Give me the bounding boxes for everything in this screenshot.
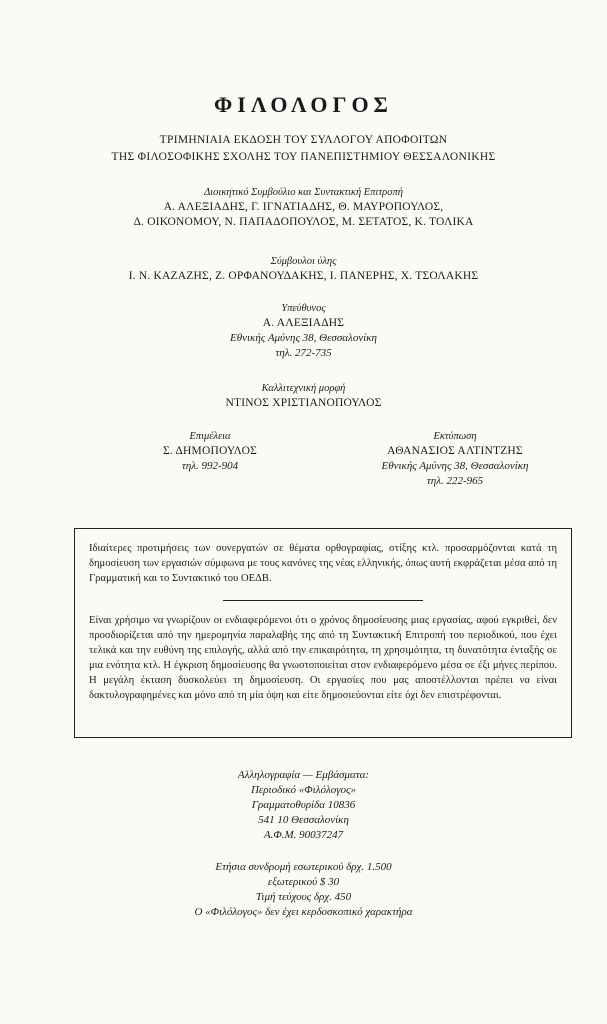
responsible-phone: τηλ. 272-735 [275,347,332,359]
journal-subtitle [0,132,607,166]
correspondence-line-4: Α.Φ.Μ. 90037247 [263,829,344,841]
nonprofit-note: Ο «Φιλόλογος» δεν έχει κερδοσκοπικό χαρακτήρα [194,906,413,918]
subtitle-line-1: ΤΡΙΜΗΝΙΑΙΑ ΕΚΔΟΣΗ ΤΟΥ ΣΥΛΛΟΓΟΥ ΑΠΟΦΟΙΤΩΝ [159,134,448,146]
subscription-domestic: Ετήσια συνδρομή εσωτερικού δρχ. 1.500 [215,861,392,873]
issue-price: Τιμή τεύχους δρχ. 450 [255,891,352,903]
correspondence-section [0,768,607,843]
responsible-section [0,302,607,361]
editing-name: Σ. ΔΗΜΟΠΟΥΛΟΣ [163,445,257,457]
printing-address: Εθνικής Αμύνης 38, Θεσσαλονίκη [381,460,529,472]
printing-section [340,430,570,489]
responsible-label: Υπεύθυνος [281,303,326,314]
subscription-abroad: εξωτερικού $ 30 [267,876,340,888]
board-names-line-2: Δ. ΟΙΚΟΝΟΜΟΥ, Ν. ΠΑΠΑΔΟΠΟΥΛΟΣ, Μ. ΣΕΤΑΤΟΣ, Κ. ΤΟΛΙΚΑ [133,216,474,228]
correspondence-line-2: Γραμματοθυρίδα 10836 [251,799,356,811]
notice-divider [223,600,423,601]
advisors-label: Σύμβουλοι ύλης [270,256,337,267]
responsible-name: Α. ΑΛΕΞΙΑΔΗΣ [262,317,345,329]
art-section [0,382,607,411]
journal-title: ΦΙΛΟΛΟΓΟΣ [214,92,393,117]
editing-phone: τηλ. 992-904 [181,460,239,472]
board-section [0,186,607,230]
board-names-line-1: Α. ΑΛΕΞΙΑΔΗΣ, Γ. ΙΓΝΑΤΙΑΔΗΣ, Θ. ΜΑΥΡΟΠΟΥΛΟΣ, [163,201,444,213]
art-name: ΝΤΙΝΟΣ ΧΡΙΣΤΙΑΝΟΠΟΥΛΟΣ [225,397,382,409]
correspondence-label: Αλληλογραφία — Εμβάσματα: [237,769,370,781]
printing-label: Εκτύπωση [433,431,477,442]
editing-section [120,430,300,474]
editing-label: Επιμέλεια [189,431,231,442]
subtitle-line-2: ΤΗΣ ΦΙΛΟΣΟΦΙΚΗΣ ΣΧΟΛΗΣ ΤΟΥ ΠΑΝΕΠΙΣΤΗΜΙΟΥ ΘΕΣΣΑΛΟΝΙΚΗΣ [111,151,496,163]
correspondence-line-1: Περιοδικό «Φιλόλογος» [250,784,357,796]
board-label: Διοικητικό Συμβούλιο και Συντακτική Επιτροπή [204,187,403,198]
notice-paragraph-1: Ιδιαίτερες προτιμήσεις των συνεργατών σε θέματα ορθογραφίας, στίξης κτλ. προσαρμόζονται κατά τη δημοσίευση των εργασιών σύμφωνα με τους κανόνες της νέας ελληνικής, όπως αυτή εκφράζεται μέσα από τη Γραμματική και το Συντακτικό του ΟΕΔΒ. [89,543,557,584]
advisors-names: Ι. Ν. ΚΑΖΑΖΗΣ, Ζ. ΟΡΦΑΝΟΥΔΑΚΗΣ, Ι. ΠΑΝΕΡΗΣ, Χ. ΤΣΟΛΑΚΗΣ [128,270,479,282]
subscription-section [0,860,607,920]
responsible-address: Εθνικής Αμύνης 38, Θεσσαλονίκη [230,332,377,344]
advisors-section [0,255,607,284]
notice-paragraph-2: Είναι χρήσιμο να γνωρίζουν οι ενδιαφερόμενοι ότι ο χρόνος δημοσίευσης μιας εργασίας, αφού εγκριθεί, δεν προσδιορίζεται από την ημερομηνία παραλαβής της από τη Συντακτική Επιτροπή του περιοδικού, που έχει τελικά και την ευθύνη της επιλογής, αλλά από την επικαιρότητα, τη χρησιμότητα, τη δυνατότητα ένταξής σε μια ενότητα κτλ. Η έγκριση δημοσίευσης θα γνωστοποιείται στον ενδιαφερόμενο μέσα σε έξι μήνες περίπου. Η μεγάλη έκταση δυσκολεύει τη δημοσίευση. Οι εργασίες που μας αποστέλλονται πρέπει να είναι δακτυλογραφημένες και μόνο από τη μία όψη και είτε δημοσιεύονται είτε όχι δεν επιστρέφονται. [89,615,557,701]
art-label: Καλλιτεχνική μορφή [261,383,346,394]
correspondence-line-3: 541 10 Θεσσαλονίκη [258,814,349,826]
printing-name: ΑΘΑΝΑΣΙΟΣ ΑΛΤΙΝΤΖΗΣ [387,445,523,457]
printing-phone: τηλ. 222-965 [426,475,484,487]
submission-notice-box [74,528,572,738]
